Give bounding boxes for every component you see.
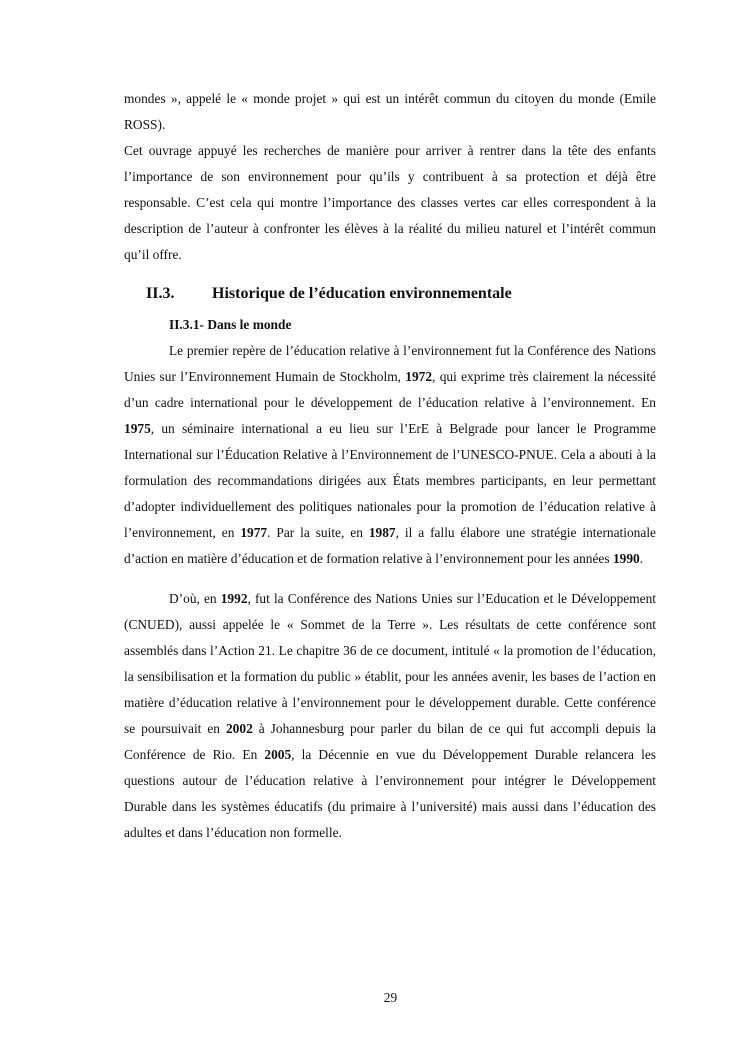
year: 1975	[124, 421, 151, 436]
page-number: 29	[383, 990, 398, 1005]
year: 1987	[368, 525, 396, 540]
subsection-heading: II.3.1- Dans le monde	[169, 317, 292, 332]
paragraph-ouvrage: Cet ouvrage appuyé les recherches de manière pour arriver à rentrer dans la tête des enfants l’importance de son environnement pour qu’ils y contribuent à sa protection et déjà être responsable. C’est cela qui montre l’importance des classes vertes car elles correspondent à la description de l’auteur à confronter les élèves à la réalité du milieu naturel et l’intérêt commun qu’il offre.	[124, 143, 656, 262]
section-heading	[146, 281, 656, 307]
paragraph-history-world: Le premier repère de l’éducation relative à l’environnement fut la Conférence des Nations Unies sur l’Environnement Humain de Stockholm, 1972, qui exprime très clairement la nécessité d’un cadre international pour le développement de l’éducation relative à l’environnement. En 1975, un séminaire international a eu lieu sur l’ErE à Belgrade pour lancer le Programme International sur l’Éducation Relative à l’Environnement de l’UNESCO-PNUE. Cela a abouti à la formulation des recommandations dirigées aux États membres participants, en leur permettant d’adopter individuellement des politiques nationales pour la promotion de l’éducation relative à l’environnement, en 1977. Par la suite, en 1987, il a fallu élabore une stratégie internationale d’action en matière d’éducation et de formation relative à l’environnement pour les années 1990.	[124, 343, 656, 566]
year: 1977	[240, 525, 268, 540]
year: 2002	[225, 721, 253, 736]
paragraph-continuation: mondes », appelé le « monde projet » qui est un intérêt commun du citoyen du monde (Emile ROSS).	[124, 91, 656, 132]
year: 1990	[612, 551, 640, 566]
year: 1992	[220, 591, 248, 606]
body-text	[124, 86, 656, 846]
year: 1972	[405, 369, 433, 384]
paragraph-rio-summit: D’où, en 1992, fut la Conférence des Nations Unies sur l’Education et le Développement (CNUED), aussi appelée le « Sommet de la Terre ». Les résultats de cette conférence sont assemblés dans l’Action 21. Le chapitre 36 de ce document, intitulé « la promotion de l’éducation, la sensibilisation et la formation du public » établit, pour les années avenir, les bases de l’action en matière d’éducation relative à l’environnement pour le développement durable. Cette conférence se poursuivait en 2002 à Johannesburg pour parler du bilan de ce qui fut accompli depuis la Conférence de Rio. En 2005, la Décennie en vue du Développement Durable relancera les questions autour de l’éducation relative à l’environnement pour intégrer le Développement Durable dans les systèmes éducatifs (du primaire à l’université) mais aussi dans l’éducation des adultes et dans l’éducation non formelle.	[124, 591, 657, 840]
section-title: Historique de l’éducation environnementale	[212, 285, 512, 302]
year: 2005	[264, 747, 292, 762]
section-number: II.3.	[146, 285, 175, 302]
